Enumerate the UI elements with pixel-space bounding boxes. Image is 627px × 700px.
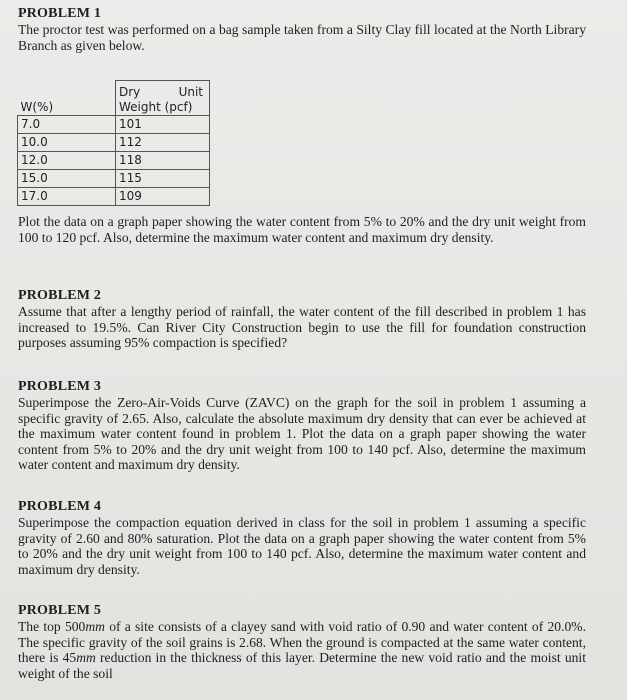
proctor-data-table (17, 80, 210, 206)
problem-2-text: Assume that after a lengthy period of rainfall, the water content of the fill described in problem 1 has increased to 19.5%. Can River City Construction begin to use the fill for foundation construction purposes assuming 95% compaction is specified? (18, 304, 586, 351)
problem-1-instructions: Plot the data on a graph paper showing the water content from 5% to 20% and the dry unit weight from 100 to 120 pcf. Also, determine the maximum water content and maximum dry density. (18, 214, 586, 245)
water-content-cell: 7.0 (18, 116, 116, 134)
table-row (18, 188, 210, 206)
problem-3-text: Superimpose the Zero-Air-Voids Curve (ZAVC) on the graph for the soil in problem 1 assuming a specific gravity of 2.65. Also, calculate the absolute maximum dry density that can ever be achieved at the maximum water content found in problem 1. Plot the data on a graph paper showing the water content from 5% to 20% and the dry unit weight from 100 to 140 pcf. Also, determine the maximum water content and maximum dry density. (18, 395, 586, 473)
problem-1-title: PROBLEM 1 (18, 6, 102, 21)
unit-mm: mm (76, 650, 96, 666)
water-content-cell: 10.0 (18, 134, 116, 152)
table-row (18, 152, 210, 170)
header-weight-pcf: Weight (pcf) (119, 100, 193, 114)
dry-unit-weight-cell: 112 (116, 134, 210, 152)
problem-5-text (18, 619, 586, 681)
problem-2-title: PROBLEM 2 (18, 288, 102, 303)
problem-1-intro: The proctor test was performed on a bag sample taken from a Silty Clay fill located at the North Library Branch as given below. (18, 22, 586, 53)
header-dry: Dry (119, 85, 141, 99)
dry-unit-weight-header (116, 81, 210, 116)
table-row (18, 134, 210, 152)
problem-1-section (18, 6, 586, 53)
water-content-cell: 12.0 (18, 152, 116, 170)
problem-5-text-a: The top 500 (18, 619, 86, 634)
table-row (18, 170, 210, 188)
problem-3-section (18, 379, 586, 473)
problem-4-section (18, 499, 586, 577)
problem-4-text: Superimpose the compaction equation derived in class for the soil in problem 1 assuming a specific gravity of 2.60 and 80% saturation. Plot the data on a graph paper showing the water content from 5% to 20% and the dry unit weight from 100 to 140 pcf. Also, determine the maximum water content and maximum dry density. (18, 515, 586, 577)
water-content-header: W(%) (18, 81, 116, 116)
problem-4-title: PROBLEM 4 (18, 499, 102, 514)
problem-5-title: PROBLEM 5 (18, 603, 102, 618)
table-row (18, 116, 210, 134)
dry-unit-weight-cell: 101 (116, 116, 210, 134)
problem-3-title: PROBLEM 3 (18, 379, 102, 394)
problem-2-section (18, 288, 586, 351)
problem-5-text-b: of a site consists of a clayey sand with void ratio of 0.90 and water content of 20.0%. The specific gravity of the soil grains is 2.68. When the ground is compacted at the same water content, there is 45 (18, 619, 586, 666)
dry-unit-weight-cell: 109 (116, 188, 210, 206)
unit-mm: mm (85, 619, 105, 634)
problem-1-instructions-block (18, 214, 586, 245)
header-unit: Unit (178, 85, 203, 99)
problem-5-text-c: reduction in the thickness of this layer. Determine the new void ratio and the moist unit weight of the soil (18, 650, 586, 681)
problem-5-section (18, 603, 586, 681)
water-content-cell: 15.0 (18, 170, 116, 188)
dry-unit-weight-cell: 115 (116, 170, 210, 188)
water-content-cell: 17.0 (18, 188, 116, 206)
table-header-row (18, 81, 210, 116)
dry-unit-weight-cell: 118 (116, 152, 210, 170)
